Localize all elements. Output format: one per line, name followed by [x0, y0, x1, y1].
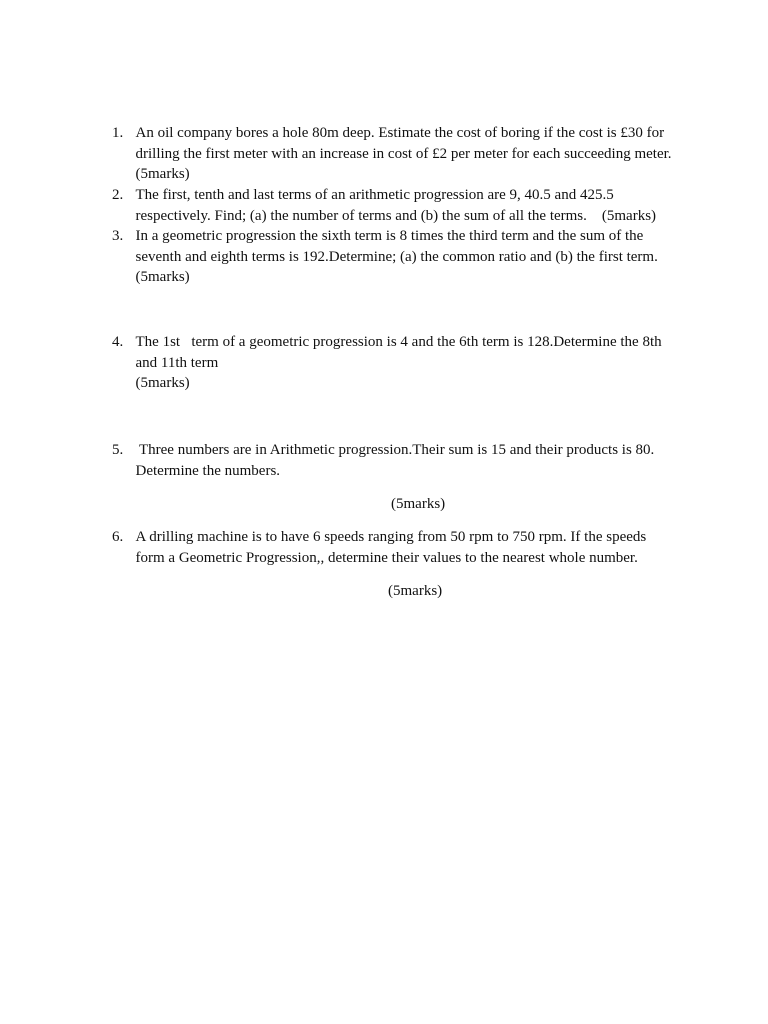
question-text-line: A drilling machine is to have 6 speeds ranging from 50 rpm to 750 rpm. If the speeds	[135, 529, 647, 545]
question-6	[112, 527, 692, 568]
question-text-line: and 11th term	[135, 354, 219, 371]
question-text-line: The first, tenth and last terms of an arithmetic progression are 9, 40.5 and 425.5	[135, 187, 614, 203]
question-number: 3.	[112, 228, 124, 244]
question-marks: (5marks)	[135, 269, 190, 285]
question-2	[112, 185, 692, 226]
question-5	[112, 440, 692, 481]
question-text-line: form a Geometric Progression,, determine their values to the nearest whole number.	[135, 549, 638, 566]
question-number: 5.	[112, 442, 124, 458]
question-text-line: The 1st term of a geometric progression is 4 and the 6th term is 128.Determine the 8th	[135, 334, 662, 350]
question-marks: (5marks)	[135, 375, 190, 391]
question-3	[112, 226, 692, 288]
question-6-marks: (5marks)	[388, 583, 443, 599]
question-number: 4.	[112, 334, 124, 350]
question-number: 6.	[112, 529, 124, 545]
question-text-line: seventh and eighth terms is 192.Determine; (a) the common ratio and (b) the first term.	[135, 248, 658, 265]
question-1	[112, 123, 692, 185]
question-text-line: In a geometric progression the sixth term is 8 times the third term and the sum of the	[135, 228, 644, 244]
question-4	[112, 332, 692, 394]
question-marks: (5marks)	[135, 166, 190, 182]
question-text-line: drilling the first meter with an increase in cost of £2 per meter for each succeeding meter.	[135, 145, 672, 162]
question-number: 2.	[112, 187, 124, 203]
question-text-line: An oil company bores a hole 80m deep. Estimate the cost of boring if the cost is £30 for	[135, 125, 665, 141]
question-text-line: Determine the numbers.	[135, 462, 281, 479]
question-text-line: Three numbers are in Arithmetic progression.Their sum is 15 and their products is 80.	[135, 442, 655, 458]
question-text-line: respectively. Find; (a) the number of terms and (b) the sum of all the terms. (5marks)	[135, 207, 657, 224]
question-number: 1.	[112, 125, 124, 141]
question-5-marks: (5marks)	[391, 496, 446, 512]
